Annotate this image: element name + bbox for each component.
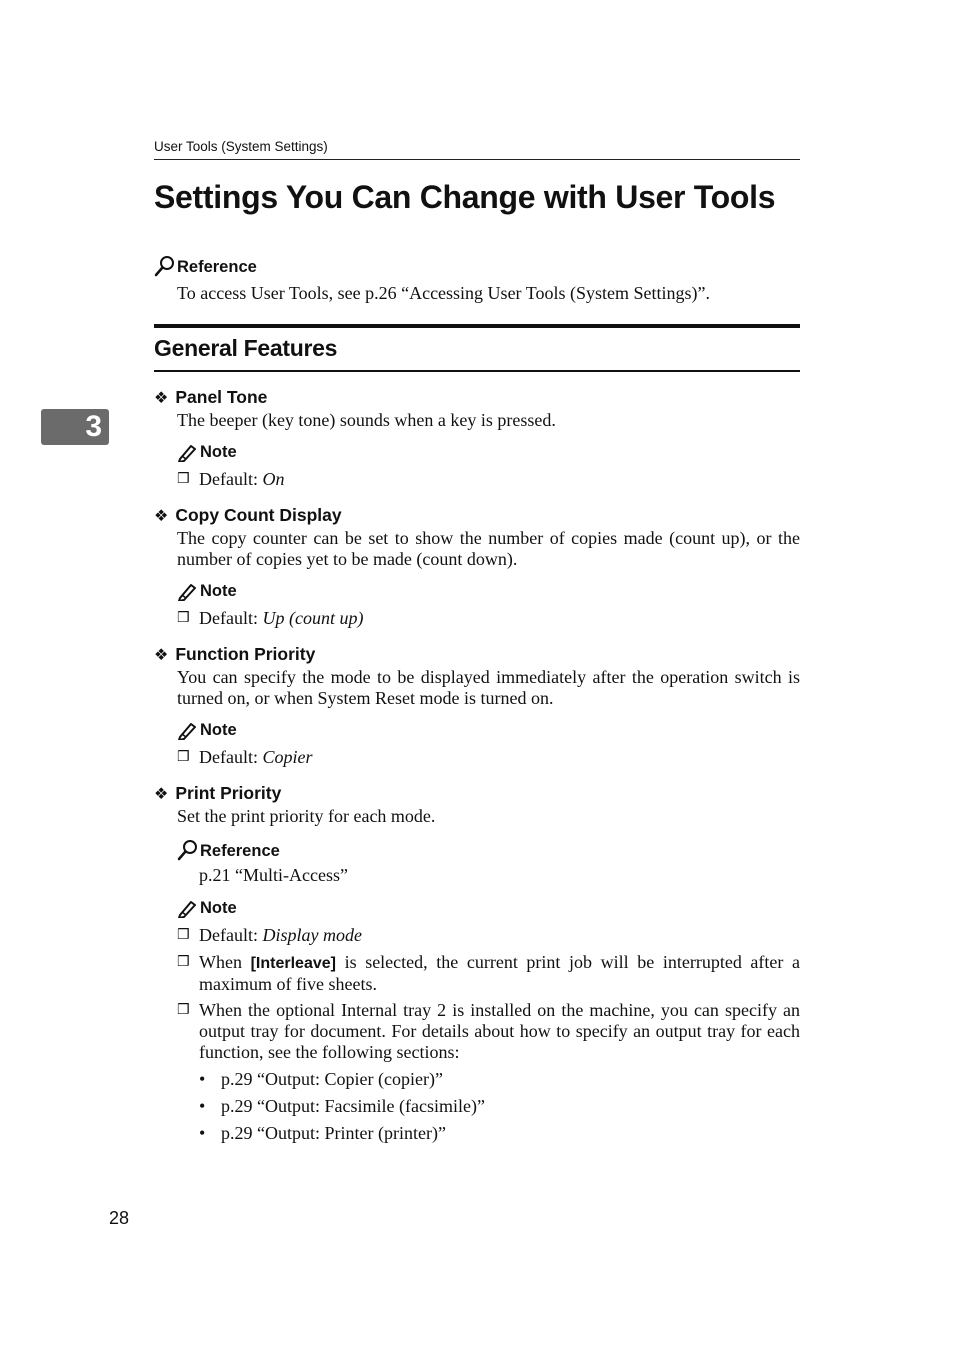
feature-heading-panel-tone	[154, 387, 267, 408]
note-label-text: Note	[200, 443, 237, 461]
feature-heading-function-priority	[154, 644, 315, 665]
section-rule-bottom	[154, 370, 800, 372]
note-label-function-priority	[177, 721, 237, 740]
bullet-icon: •	[199, 1123, 206, 1143]
page-title: Settings You Can Change with User Tools	[154, 179, 776, 215]
magnifier-icon	[154, 255, 176, 277]
note-item-interleave: ❒ When [Interleave] is selected, the current print job will be interrupted after a maximum of five sheets.	[177, 952, 801, 994]
feature-heading-text: Copy Count Display	[175, 505, 342, 525]
feature-heading-text: Panel Tone	[175, 387, 268, 407]
feature-heading-text: Print Priority	[175, 783, 282, 803]
diamond-icon: ❖	[154, 507, 169, 525]
bullet-icon: •	[199, 1096, 206, 1116]
checkbox-icon: ❒	[177, 471, 190, 487]
feature-body-copy-count: The copy counter can be set to show the number of copies made (count up), or the number of copies yet to be made (count down).	[177, 528, 800, 569]
feature-heading-text: Function Priority	[175, 644, 316, 664]
reference-top-label	[154, 255, 257, 277]
reference-label-print-priority	[177, 839, 280, 861]
section-rule-top	[154, 324, 800, 328]
diamond-icon: ❖	[154, 646, 169, 664]
pencil-icon	[177, 900, 197, 918]
interleave-key: [Interleave]	[250, 955, 336, 972]
magnifier-icon	[177, 839, 199, 861]
list-item[interactable]	[199, 1123, 446, 1144]
feature-body-print-priority: Set the print priority for each mode.	[177, 806, 436, 826]
pencil-icon	[177, 722, 197, 740]
feature-heading-print-priority	[154, 783, 281, 804]
reference-label-text: Reference	[200, 842, 280, 860]
default-value: Display mode	[262, 925, 362, 945]
section-title: General Features	[154, 335, 338, 361]
chapter-number: 3	[85, 410, 102, 443]
running-head: User Tools (System Settings)	[154, 139, 328, 154]
note-item-function-priority: ❒ Default: Copier	[177, 747, 313, 767]
note-label-panel-tone	[177, 443, 237, 462]
feature-heading-copy-count	[154, 505, 342, 526]
note-item-copy-count: ❒ Default: Up (count up)	[177, 608, 364, 628]
default-value: Copier	[262, 747, 313, 767]
note-item-panel-tone: ❒ Default: On	[177, 469, 285, 489]
header-rule	[154, 159, 800, 160]
checkbox-icon: ❒	[177, 1002, 190, 1018]
note-label-copy-count	[177, 582, 237, 601]
list-item[interactable]	[199, 1096, 485, 1117]
note-label-text: Note	[200, 582, 237, 600]
reference-link-multi-access[interactable]: p.21 “Multi-Access”	[199, 865, 348, 885]
note-label-text: Note	[200, 721, 237, 739]
diamond-icon: ❖	[154, 389, 169, 407]
diamond-icon: ❖	[154, 785, 169, 803]
internal-tray-text: When the optional Internal tray 2 is installed on the machine, you can specify an output tray for document. For details about how to specify an output tray for each function, see the following sections:	[199, 1000, 800, 1062]
pencil-icon	[177, 444, 197, 462]
pencil-icon	[177, 583, 197, 601]
default-value: On	[262, 469, 285, 489]
page-number: 28	[109, 1208, 130, 1228]
feature-body-function-priority: You can specify the mode to be displayed immediately after the operation switch is turned on, or when System Reset mode is turned on.	[177, 667, 800, 708]
link-output-copier[interactable]: p.29 “Output: Copier (copier)”	[221, 1069, 443, 1089]
checkbox-icon: ❒	[177, 749, 190, 765]
checkbox-icon: ❒	[177, 610, 190, 626]
default-value: Up (count up)	[262, 608, 364, 628]
list-item[interactable]	[199, 1069, 443, 1090]
checkbox-icon: ❒	[177, 927, 190, 943]
note-label-print-priority	[177, 899, 237, 918]
chapter-tab	[41, 409, 109, 445]
link-output-facsimile[interactable]: p.29 “Output: Facsimile (facsimile)”	[221, 1096, 485, 1116]
note-label-text: Note	[200, 899, 237, 917]
checkbox-icon: ❒	[177, 954, 190, 970]
link-output-printer[interactable]: p.29 “Output: Printer (printer)”	[221, 1123, 446, 1143]
reference-top-label-text: Reference	[177, 258, 257, 276]
feature-body-panel-tone: The beeper (key tone) sounds when a key is pressed.	[177, 410, 556, 430]
note-item-internal-tray	[177, 1000, 800, 1063]
bullet-icon: •	[199, 1069, 206, 1089]
note-item-print-default: ❒ Default: Display mode	[177, 925, 362, 945]
reference-top-text[interactable]: To access User Tools, see p.26 “Accessing User Tools (System Settings)”.	[177, 283, 710, 303]
